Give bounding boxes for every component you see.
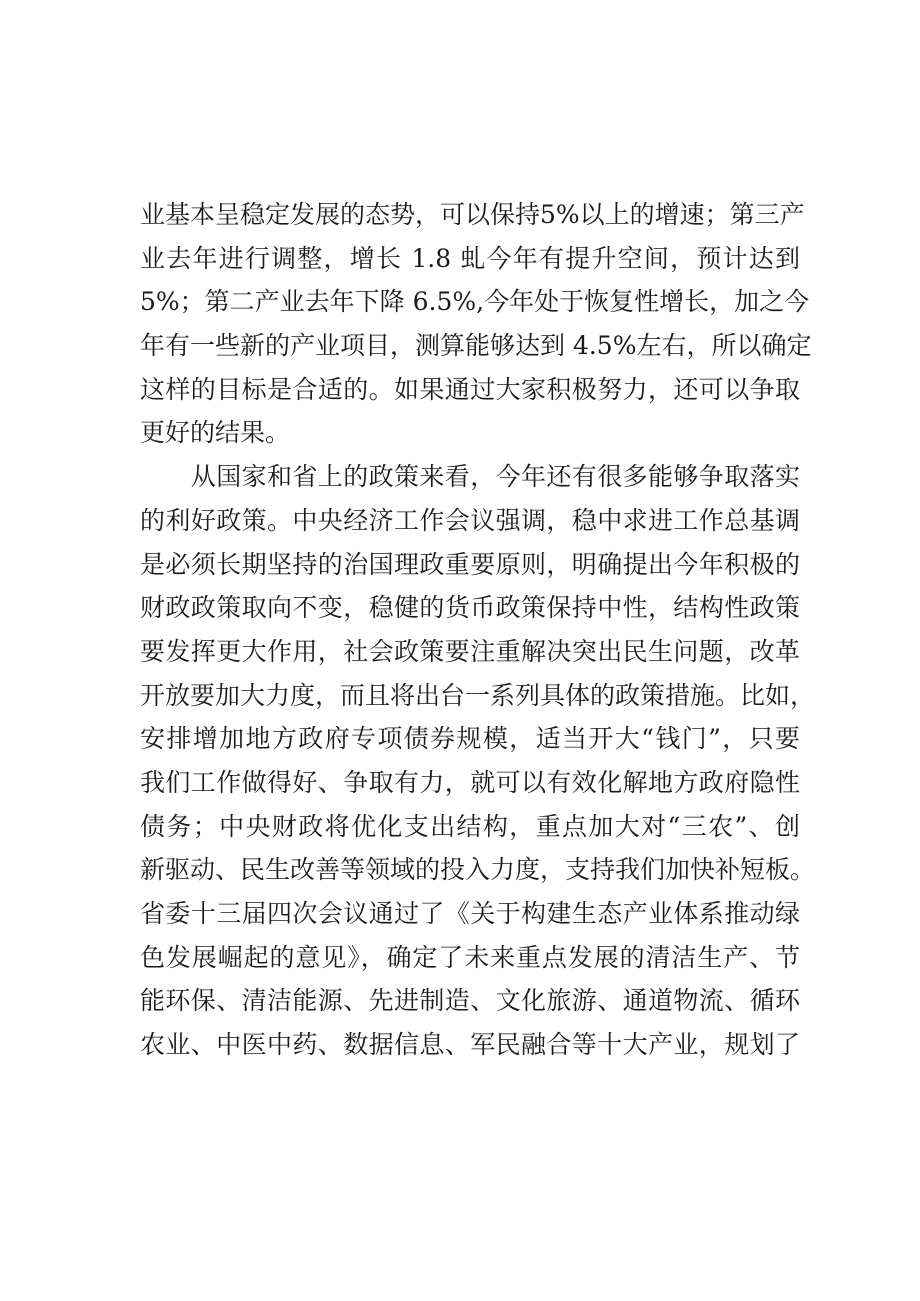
text-line: 这样的目标是合适的。如果通过大家积极努力，还可以争取 (140, 374, 800, 404)
text-line: 业去年进行调整，增长 1.8 虬今年有提升空间，预计达到 (140, 243, 800, 273)
paragraph (140, 455, 816, 1067)
text-line: 色发展崛起的意见》，确定了未来重点发展的清洁生产、节 (140, 942, 800, 972)
text-line: 业基本呈稳定发展的态势，可以保持5%以上的增速；第三产 (140, 200, 805, 229)
text-line: 要发挥更大作用，社会政策要注重解决突出民生问题，改革 (140, 636, 800, 666)
text-line: 安排增加地方政府专项债券规模，适当开大“钱门”，只要 (140, 724, 800, 754)
body-text (140, 193, 816, 1067)
text-line: 开放要加大力度，而且将出台一系列具体的政策措施。比如， (140, 680, 816, 710)
text-line: 更好的结果。 (140, 418, 291, 448)
text-line: 债务；中央财政将优化支出结构，重点加大对“三农”、创 (140, 811, 800, 841)
text-line: 我们工作做得好、争取有力，就可以有效化解地方政府隐性 (140, 767, 800, 797)
text-line: 从国家和省上的政策来看，今年还有很多能够争取落实 (140, 462, 800, 492)
text-line: 是必须长期坚持的治国理政重要原则，明确提出今年积极的 (140, 549, 800, 579)
text-line: 财政政策取向不变，稳健的货币政策保持中性，结构性政策 (140, 593, 800, 623)
text-line: 农业、中医中药、数据信息、军民融合等十大产业，规划了 (140, 1030, 800, 1060)
text-line: 的利好政策。中央经济工作会议强调，稳中求进工作总基调 (140, 505, 800, 535)
text-line: 能环保、清洁能源、先进制造、文化旅游、通道物流、循环 (140, 986, 800, 1016)
text-line: 新驱动、民生改善等领域的投入力度，支持我们加快补短板。 (140, 855, 816, 885)
text-line: 年有一些新的产业项目，测算能够达到 4.5%左右，所以确定 (140, 331, 812, 361)
text-line: 5%；第二产业去年下降 6.5%,今年处于恢复性增长，加之今 (140, 287, 810, 317)
text-line: 省委十三届四次会议通过了《关于构建生态产业体系推动绿 (140, 899, 800, 928)
paragraph (140, 193, 812, 455)
